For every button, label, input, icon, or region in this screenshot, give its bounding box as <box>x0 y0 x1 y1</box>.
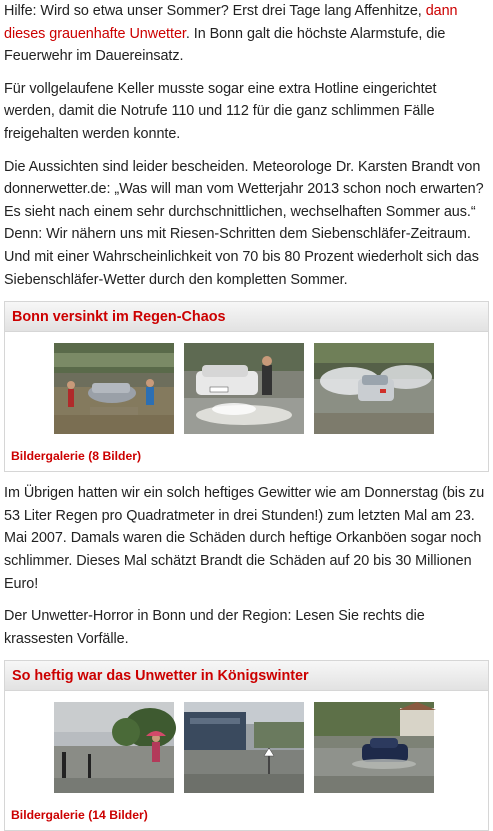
article-paragraph-5: Der Unwetter-Horror in Bonn und der Region: Lesen Sie rechts die krassesten Vorfälle. <box>4 608 425 647</box>
flooded-road-image <box>184 702 304 793</box>
article-paragraph-3: Die Aussichten sind leider bescheiden. Meteorologe Dr. Karsten Brandt von donnerwetter.de: „Was will man vom Wetterjahr 2013 schon noch erwarten? Es sieht nach einem sehr durchschnittlichen, wechselhaften Sommer aus.“ Denn: Wir nähern uns mit Riesen-Schritten dem Siebenschläfer-Zeitraum. Und mit einer Wahrscheinlichkeit von 70 bis 80 Prozent wiederholt sich das Siebenschläfer-Wetter durch den kompletten Sommer. <box>4 158 484 288</box>
flooded-promenade-image <box>54 702 174 793</box>
gallery-thumbnail[interactable] <box>314 343 434 434</box>
gallery-box-bonn <box>4 332 489 472</box>
gallery-link-koenigswinter[interactable]: Bildergalerie (14 Bilder) <box>11 807 148 822</box>
gallery-title-koenigswinter[interactable]: So heftig war das Unwetter in Königswinter <box>4 660 489 691</box>
gallery-thumbnail[interactable] <box>54 343 174 434</box>
gallery-box-koenigswinter <box>4 691 489 831</box>
paragraph-1-end: . In Bonn galt die höchste Alarmstufe, die Feuerwehr im Dauereinsatz. <box>4 25 446 65</box>
car-in-flood-image <box>184 343 304 434</box>
car-flooded-street-image <box>314 702 434 793</box>
paragraph-1-start: Hilfe: Wird so etwa unser Sommer? Erst drei Tage lang Affenhitze, <box>4 3 426 19</box>
gallery-title-bonn[interactable]: Bonn versinkt im Regen-Chaos <box>4 301 489 332</box>
article-paragraph-2: Für vollgelaufene Keller musste sogar eine extra Hotline eingerichtet werden, damit die Notrufe 110 und 112 für die ganz schlimmen Fälle freigehalten werden konnte. <box>4 80 437 142</box>
article-paragraph-4: Im Übrigen hatten wir ein solch heftiges Gewitter wie am Donnerstag (bis zu 53 Liter Regen pro Quadratmeter in drei Stunden!) zum letzten Mal am 23. Mai 2007. Damals waren die Schäden durch heftige Orkanböen sogar noch schlimmer. Dieses Mal schätzt Brandt die Schäden auf 20 bis 30 Millionen Euro! <box>4 485 485 592</box>
gallery-thumbnails-bonn <box>54 343 454 435</box>
car-splashing-image <box>314 343 434 434</box>
article-paragraph-1 <box>4 0 489 68</box>
gallery-thumbnail[interactable] <box>184 343 304 434</box>
gallery-thumbnail[interactable] <box>54 702 174 793</box>
gallery-thumbnail[interactable] <box>184 702 304 793</box>
gallery-thumbnail[interactable] <box>314 702 434 793</box>
unwetter-link[interactable]: dann dieses grauenhafte Unwetter <box>4 3 458 42</box>
flooded-street-image <box>54 343 174 434</box>
gallery-thumbnails-koenigswinter <box>54 702 454 794</box>
gallery-link-bonn[interactable]: Bildergalerie (8 Bilder) <box>11 448 142 463</box>
